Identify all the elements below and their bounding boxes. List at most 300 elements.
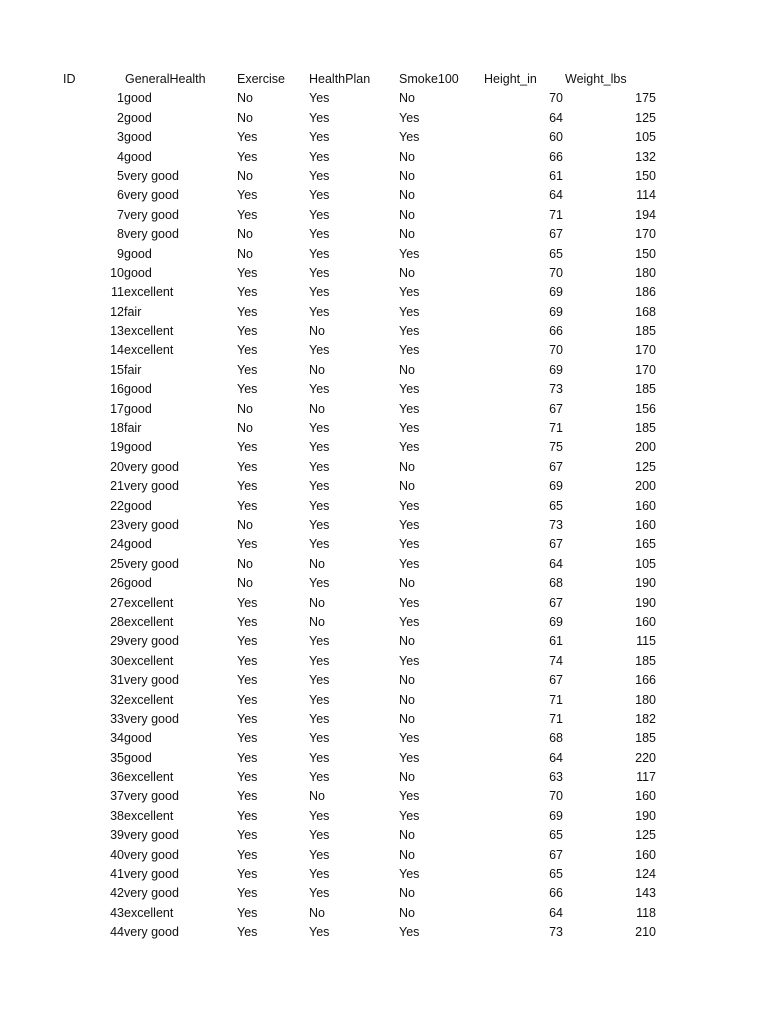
cell-smoke100: No [399, 770, 415, 785]
cell-general-health: good [124, 537, 152, 552]
cell-general-health: fair [124, 304, 142, 319]
cell-id: 24 [110, 537, 124, 552]
table-row [0, 535, 768, 554]
cell-health-plan: Yes [309, 343, 330, 358]
cell-id: 38 [110, 808, 124, 823]
cell-general-health: excellent [124, 653, 174, 668]
cell-general-health: good [124, 110, 152, 125]
cell-exercise: Yes [237, 382, 258, 397]
cell-health-plan: Yes [309, 731, 330, 746]
cell-weight-lbs: 168 [635, 304, 656, 319]
cell-height-in: 64 [549, 188, 563, 203]
cell-exercise: Yes [237, 750, 258, 765]
cell-exercise: Yes [237, 711, 258, 726]
cell-health-plan: Yes [309, 653, 330, 668]
cell-height-in: 67 [549, 595, 563, 610]
cell-exercise: No [237, 401, 253, 416]
table-row [0, 497, 768, 516]
cell-height-in: 65 [549, 498, 563, 513]
cell-general-health: good [124, 401, 152, 416]
cell-exercise: Yes [237, 731, 258, 746]
cell-height-in: 63 [549, 770, 563, 785]
cell-general-health: very good [124, 479, 179, 494]
cell-height-in: 66 [549, 886, 563, 901]
table-row [0, 225, 768, 244]
cell-smoke100: No [399, 905, 415, 920]
cell-height-in: 67 [549, 673, 563, 688]
cell-exercise: Yes [237, 595, 258, 610]
cell-exercise: Yes [237, 653, 258, 668]
cell-general-health: excellent [124, 614, 174, 629]
cell-weight-lbs: 125 [635, 828, 656, 843]
cell-exercise: Yes [237, 304, 258, 319]
cell-general-health: good [124, 91, 152, 106]
cell-exercise: Yes [237, 770, 258, 785]
table-row [0, 884, 768, 903]
table-row [0, 458, 768, 477]
table-row [0, 206, 768, 225]
cell-id: 9 [117, 246, 124, 261]
cell-id: 35 [110, 750, 124, 765]
cell-exercise: Yes [237, 789, 258, 804]
cell-general-health: excellent [124, 770, 174, 785]
cell-general-health: very good [124, 634, 179, 649]
table-row [0, 341, 768, 360]
table-row [0, 264, 768, 283]
cell-weight-lbs: 160 [635, 498, 656, 513]
table-row [0, 613, 768, 632]
cell-weight-lbs: 117 [636, 770, 656, 785]
cell-weight-lbs: 190 [635, 808, 656, 823]
cell-id: 11 [111, 285, 124, 300]
cell-height-in: 64 [549, 750, 563, 765]
cell-general-health: very good [124, 867, 179, 882]
cell-exercise: Yes [237, 440, 258, 455]
table-row [0, 555, 768, 574]
cell-weight-lbs: 118 [636, 905, 656, 920]
table-row [0, 826, 768, 845]
table-row [0, 419, 768, 438]
cell-smoke100: Yes [399, 867, 420, 882]
cell-exercise: Yes [237, 479, 258, 494]
cell-id: 25 [110, 556, 124, 571]
cell-smoke100: Yes [399, 750, 420, 765]
table-row [0, 729, 768, 748]
table-row [0, 691, 768, 710]
cell-id: 36 [110, 770, 124, 785]
cell-weight-lbs: 115 [636, 634, 656, 649]
cell-height-in: 67 [549, 847, 563, 862]
cell-exercise: Yes [237, 886, 258, 901]
cell-height-in: 69 [549, 304, 563, 319]
cell-general-health: very good [124, 789, 179, 804]
cell-height-in: 70 [549, 265, 563, 280]
cell-general-health: excellent [124, 808, 174, 823]
cell-health-plan: No [309, 556, 325, 571]
cell-health-plan: Yes [309, 130, 330, 145]
cell-weight-lbs: 170 [635, 362, 656, 377]
cell-health-plan: Yes [309, 692, 330, 707]
cell-general-health: good [124, 731, 152, 746]
cell-smoke100: Yes [399, 808, 420, 823]
cell-health-plan: Yes [309, 285, 330, 300]
cell-general-health: excellent [124, 324, 174, 339]
cell-health-plan: Yes [309, 828, 330, 843]
cell-exercise: Yes [237, 925, 258, 940]
cell-height-in: 66 [549, 324, 563, 339]
cell-exercise: Yes [237, 905, 258, 920]
cell-exercise: Yes [237, 692, 258, 707]
cell-general-health: excellent [124, 595, 174, 610]
cell-id: 17 [110, 401, 124, 416]
cell-exercise: Yes [237, 847, 258, 862]
cell-exercise: Yes [237, 673, 258, 688]
cell-smoke100: Yes [399, 110, 420, 125]
cell-health-plan: Yes [309, 808, 330, 823]
cell-health-plan: Yes [309, 304, 330, 319]
cell-health-plan: No [309, 905, 325, 920]
cell-general-health: very good [124, 188, 179, 203]
cell-exercise: No [237, 421, 253, 436]
cell-weight-lbs: 150 [635, 246, 656, 261]
cell-exercise: Yes [237, 459, 258, 474]
header-smoke100: Smoke100 [399, 72, 459, 86]
cell-health-plan: Yes [309, 459, 330, 474]
cell-health-plan: Yes [309, 265, 330, 280]
cell-health-plan: Yes [309, 421, 330, 436]
cell-weight-lbs: 185 [635, 324, 656, 339]
cell-general-health: good [124, 246, 152, 261]
cell-health-plan: No [309, 324, 325, 339]
data-sheet [0, 70, 768, 943]
cell-general-health: excellent [124, 692, 174, 707]
cell-health-plan: Yes [309, 517, 330, 532]
cell-id: 7 [117, 207, 124, 222]
cell-smoke100: No [399, 479, 415, 494]
cell-weight-lbs: 186 [635, 285, 656, 300]
cell-general-health: good [124, 130, 152, 145]
cell-exercise: Yes [237, 343, 258, 358]
cell-weight-lbs: 182 [635, 711, 656, 726]
cell-weight-lbs: 200 [635, 479, 656, 494]
table-row [0, 438, 768, 457]
header-exercise: Exercise [237, 72, 285, 86]
table-row [0, 186, 768, 205]
cell-smoke100: Yes [399, 925, 420, 940]
cell-id: 18 [110, 421, 124, 436]
cell-weight-lbs: 114 [636, 188, 656, 203]
cell-smoke100: No [399, 265, 415, 280]
cell-exercise: Yes [237, 808, 258, 823]
cell-weight-lbs: 190 [635, 576, 656, 591]
cell-height-in: 61 [549, 634, 563, 649]
cell-height-in: 71 [549, 207, 563, 222]
table-row [0, 807, 768, 826]
cell-height-in: 67 [549, 537, 563, 552]
cell-health-plan: Yes [309, 634, 330, 649]
cell-exercise: Yes [237, 362, 258, 377]
cell-weight-lbs: 200 [635, 440, 656, 455]
cell-height-in: 73 [549, 517, 563, 532]
cell-exercise: Yes [237, 130, 258, 145]
table-row [0, 632, 768, 651]
cell-health-plan: Yes [309, 440, 330, 455]
cell-health-plan: Yes [309, 188, 330, 203]
cell-id: 31 [110, 673, 124, 688]
cell-health-plan: Yes [309, 382, 330, 397]
cell-id: 37 [110, 789, 124, 804]
cell-exercise: No [237, 110, 253, 125]
cell-general-health: good [124, 440, 152, 455]
cell-height-in: 73 [549, 925, 563, 940]
table-row [0, 923, 768, 942]
table-row [0, 846, 768, 865]
cell-general-health: good [124, 149, 152, 164]
cell-height-in: 71 [549, 421, 563, 436]
cell-weight-lbs: 170 [635, 343, 656, 358]
cell-id: 23 [110, 517, 124, 532]
cell-general-health: good [124, 382, 152, 397]
cell-id: 13 [110, 324, 124, 339]
cell-health-plan: Yes [309, 207, 330, 222]
cell-health-plan: Yes [309, 246, 330, 261]
cell-weight-lbs: 160 [635, 614, 656, 629]
cell-general-health: fair [124, 421, 142, 436]
cell-smoke100: No [399, 227, 415, 242]
cell-health-plan: Yes [309, 886, 330, 901]
cell-height-in: 67 [549, 227, 563, 242]
cell-height-in: 66 [549, 149, 563, 164]
cell-smoke100: No [399, 91, 415, 106]
cell-health-plan: Yes [309, 576, 330, 591]
table-row [0, 787, 768, 806]
cell-health-plan: Yes [309, 925, 330, 940]
cell-weight-lbs: 180 [635, 692, 656, 707]
cell-exercise: Yes [237, 634, 258, 649]
cell-smoke100: Yes [399, 285, 420, 300]
cell-height-in: 73 [549, 382, 563, 397]
cell-health-plan: Yes [309, 750, 330, 765]
cell-exercise: Yes [237, 324, 258, 339]
cell-exercise: No [237, 91, 253, 106]
cell-id: 40 [110, 847, 124, 862]
cell-general-health: good [124, 750, 152, 765]
cell-weight-lbs: 175 [635, 91, 656, 106]
cell-exercise: Yes [237, 285, 258, 300]
cell-smoke100: No [399, 711, 415, 726]
table-row [0, 148, 768, 167]
cell-id: 16 [110, 382, 124, 397]
cell-id: 22 [110, 498, 124, 513]
cell-general-health: very good [124, 886, 179, 901]
table-row [0, 361, 768, 380]
cell-general-health: very good [124, 673, 179, 688]
table-row [0, 128, 768, 147]
cell-smoke100: No [399, 886, 415, 901]
cell-general-health: very good [124, 828, 179, 843]
cell-smoke100: No [399, 188, 415, 203]
cell-weight-lbs: 220 [635, 750, 656, 765]
cell-health-plan: No [309, 595, 325, 610]
table-row [0, 574, 768, 593]
cell-id: 30 [110, 653, 124, 668]
table-row [0, 749, 768, 768]
cell-exercise: Yes [237, 207, 258, 222]
cell-exercise: Yes [237, 149, 258, 164]
cell-smoke100: No [399, 459, 415, 474]
cell-exercise: Yes [237, 188, 258, 203]
cell-exercise: No [237, 227, 253, 242]
cell-health-plan: Yes [309, 227, 330, 242]
header-health-plan: HealthPlan [309, 72, 371, 86]
table-row [0, 400, 768, 419]
cell-height-in: 61 [549, 168, 563, 183]
cell-smoke100: No [399, 828, 415, 843]
cell-height-in: 67 [549, 459, 563, 474]
cell-id: 10 [110, 265, 124, 280]
cell-health-plan: Yes [309, 537, 330, 552]
cell-smoke100: No [399, 673, 415, 688]
cell-height-in: 68 [549, 731, 563, 746]
cell-id: 5 [117, 168, 124, 183]
cell-exercise: No [237, 556, 253, 571]
cell-weight-lbs: 160 [635, 517, 656, 532]
cell-general-health: good [124, 576, 152, 591]
cell-smoke100: Yes [399, 517, 420, 532]
table-row [0, 322, 768, 341]
header-weight-lbs: Weight_lbs [565, 72, 627, 86]
cell-general-health: good [124, 265, 152, 280]
cell-weight-lbs: 105 [635, 556, 656, 571]
cell-weight-lbs: 170 [635, 227, 656, 242]
cell-height-in: 65 [549, 828, 563, 843]
cell-id: 32 [110, 692, 124, 707]
cell-id: 44 [110, 925, 124, 940]
cell-id: 6 [117, 188, 124, 203]
cell-height-in: 71 [549, 711, 563, 726]
cell-weight-lbs: 160 [635, 789, 656, 804]
cell-weight-lbs: 165 [635, 537, 656, 552]
cell-health-plan: No [309, 401, 325, 416]
cell-id: 19 [110, 440, 124, 455]
table-row [0, 865, 768, 884]
table-row [0, 380, 768, 399]
cell-health-plan: Yes [309, 498, 330, 513]
cell-weight-lbs: 166 [635, 673, 656, 688]
cell-id: 29 [110, 634, 124, 649]
cell-general-health: very good [124, 556, 179, 571]
cell-height-in: 64 [549, 905, 563, 920]
cell-health-plan: Yes [309, 770, 330, 785]
cell-weight-lbs: 125 [635, 459, 656, 474]
cell-weight-lbs: 143 [635, 886, 656, 901]
cell-smoke100: Yes [399, 324, 420, 339]
cell-id: 41 [110, 867, 124, 882]
cell-exercise: No [237, 576, 253, 591]
cell-id: 2 [117, 110, 124, 125]
cell-exercise: Yes [237, 828, 258, 843]
cell-smoke100: No [399, 634, 415, 649]
table-row [0, 303, 768, 322]
cell-exercise: Yes [237, 867, 258, 882]
cell-exercise: Yes [237, 265, 258, 280]
cell-exercise: No [237, 168, 253, 183]
cell-general-health: excellent [124, 285, 174, 300]
cell-id: 39 [110, 828, 124, 843]
cell-smoke100: No [399, 362, 415, 377]
cell-smoke100: Yes [399, 440, 420, 455]
cell-general-health: very good [124, 459, 179, 474]
cell-general-health: good [124, 498, 152, 513]
cell-exercise: No [237, 517, 253, 532]
cell-general-health: very good [124, 227, 179, 242]
cell-smoke100: Yes [399, 130, 420, 145]
cell-weight-lbs: 185 [635, 421, 656, 436]
table-row [0, 671, 768, 690]
cell-general-health: very good [124, 847, 179, 862]
table-row [0, 283, 768, 302]
cell-height-in: 75 [549, 440, 563, 455]
cell-id: 4 [117, 149, 124, 164]
cell-exercise: Yes [237, 537, 258, 552]
cell-id: 28 [110, 614, 124, 629]
cell-smoke100: Yes [399, 653, 420, 668]
cell-weight-lbs: 125 [635, 110, 656, 125]
cell-id: 43 [110, 905, 124, 920]
table-row [0, 477, 768, 496]
cell-health-plan: Yes [309, 673, 330, 688]
cell-id: 34 [110, 731, 124, 746]
table-row [0, 652, 768, 671]
cell-height-in: 67 [549, 401, 563, 416]
cell-height-in: 69 [549, 362, 563, 377]
cell-id: 8 [117, 227, 124, 242]
cell-id: 42 [110, 886, 124, 901]
cell-general-health: excellent [124, 905, 174, 920]
cell-weight-lbs: 185 [635, 731, 656, 746]
cell-weight-lbs: 105 [635, 130, 656, 145]
cell-health-plan: No [309, 789, 325, 804]
table-row [0, 904, 768, 923]
cell-weight-lbs: 190 [635, 595, 656, 610]
cell-weight-lbs: 132 [635, 149, 656, 164]
cell-exercise: Yes [237, 614, 258, 629]
cell-height-in: 64 [549, 556, 563, 571]
cell-general-health: fair [124, 362, 142, 377]
cell-exercise: Yes [237, 498, 258, 513]
cell-smoke100: No [399, 576, 415, 591]
header-row [0, 70, 768, 89]
cell-smoke100: Yes [399, 421, 420, 436]
cell-weight-lbs: 150 [635, 168, 656, 183]
cell-health-plan: No [309, 362, 325, 377]
cell-id: 14 [110, 343, 124, 358]
header-id: ID [63, 72, 76, 86]
cell-exercise: No [237, 246, 253, 261]
table-body [0, 89, 768, 942]
cell-general-health: very good [124, 168, 179, 183]
cell-health-plan: Yes [309, 149, 330, 164]
cell-weight-lbs: 160 [635, 847, 656, 862]
cell-smoke100: Yes [399, 789, 420, 804]
table-row [0, 89, 768, 108]
cell-id: 1 [117, 91, 124, 106]
cell-smoke100: Yes [399, 556, 420, 571]
cell-smoke100: Yes [399, 304, 420, 319]
table-row [0, 516, 768, 535]
table-row [0, 167, 768, 186]
table-row [0, 710, 768, 729]
